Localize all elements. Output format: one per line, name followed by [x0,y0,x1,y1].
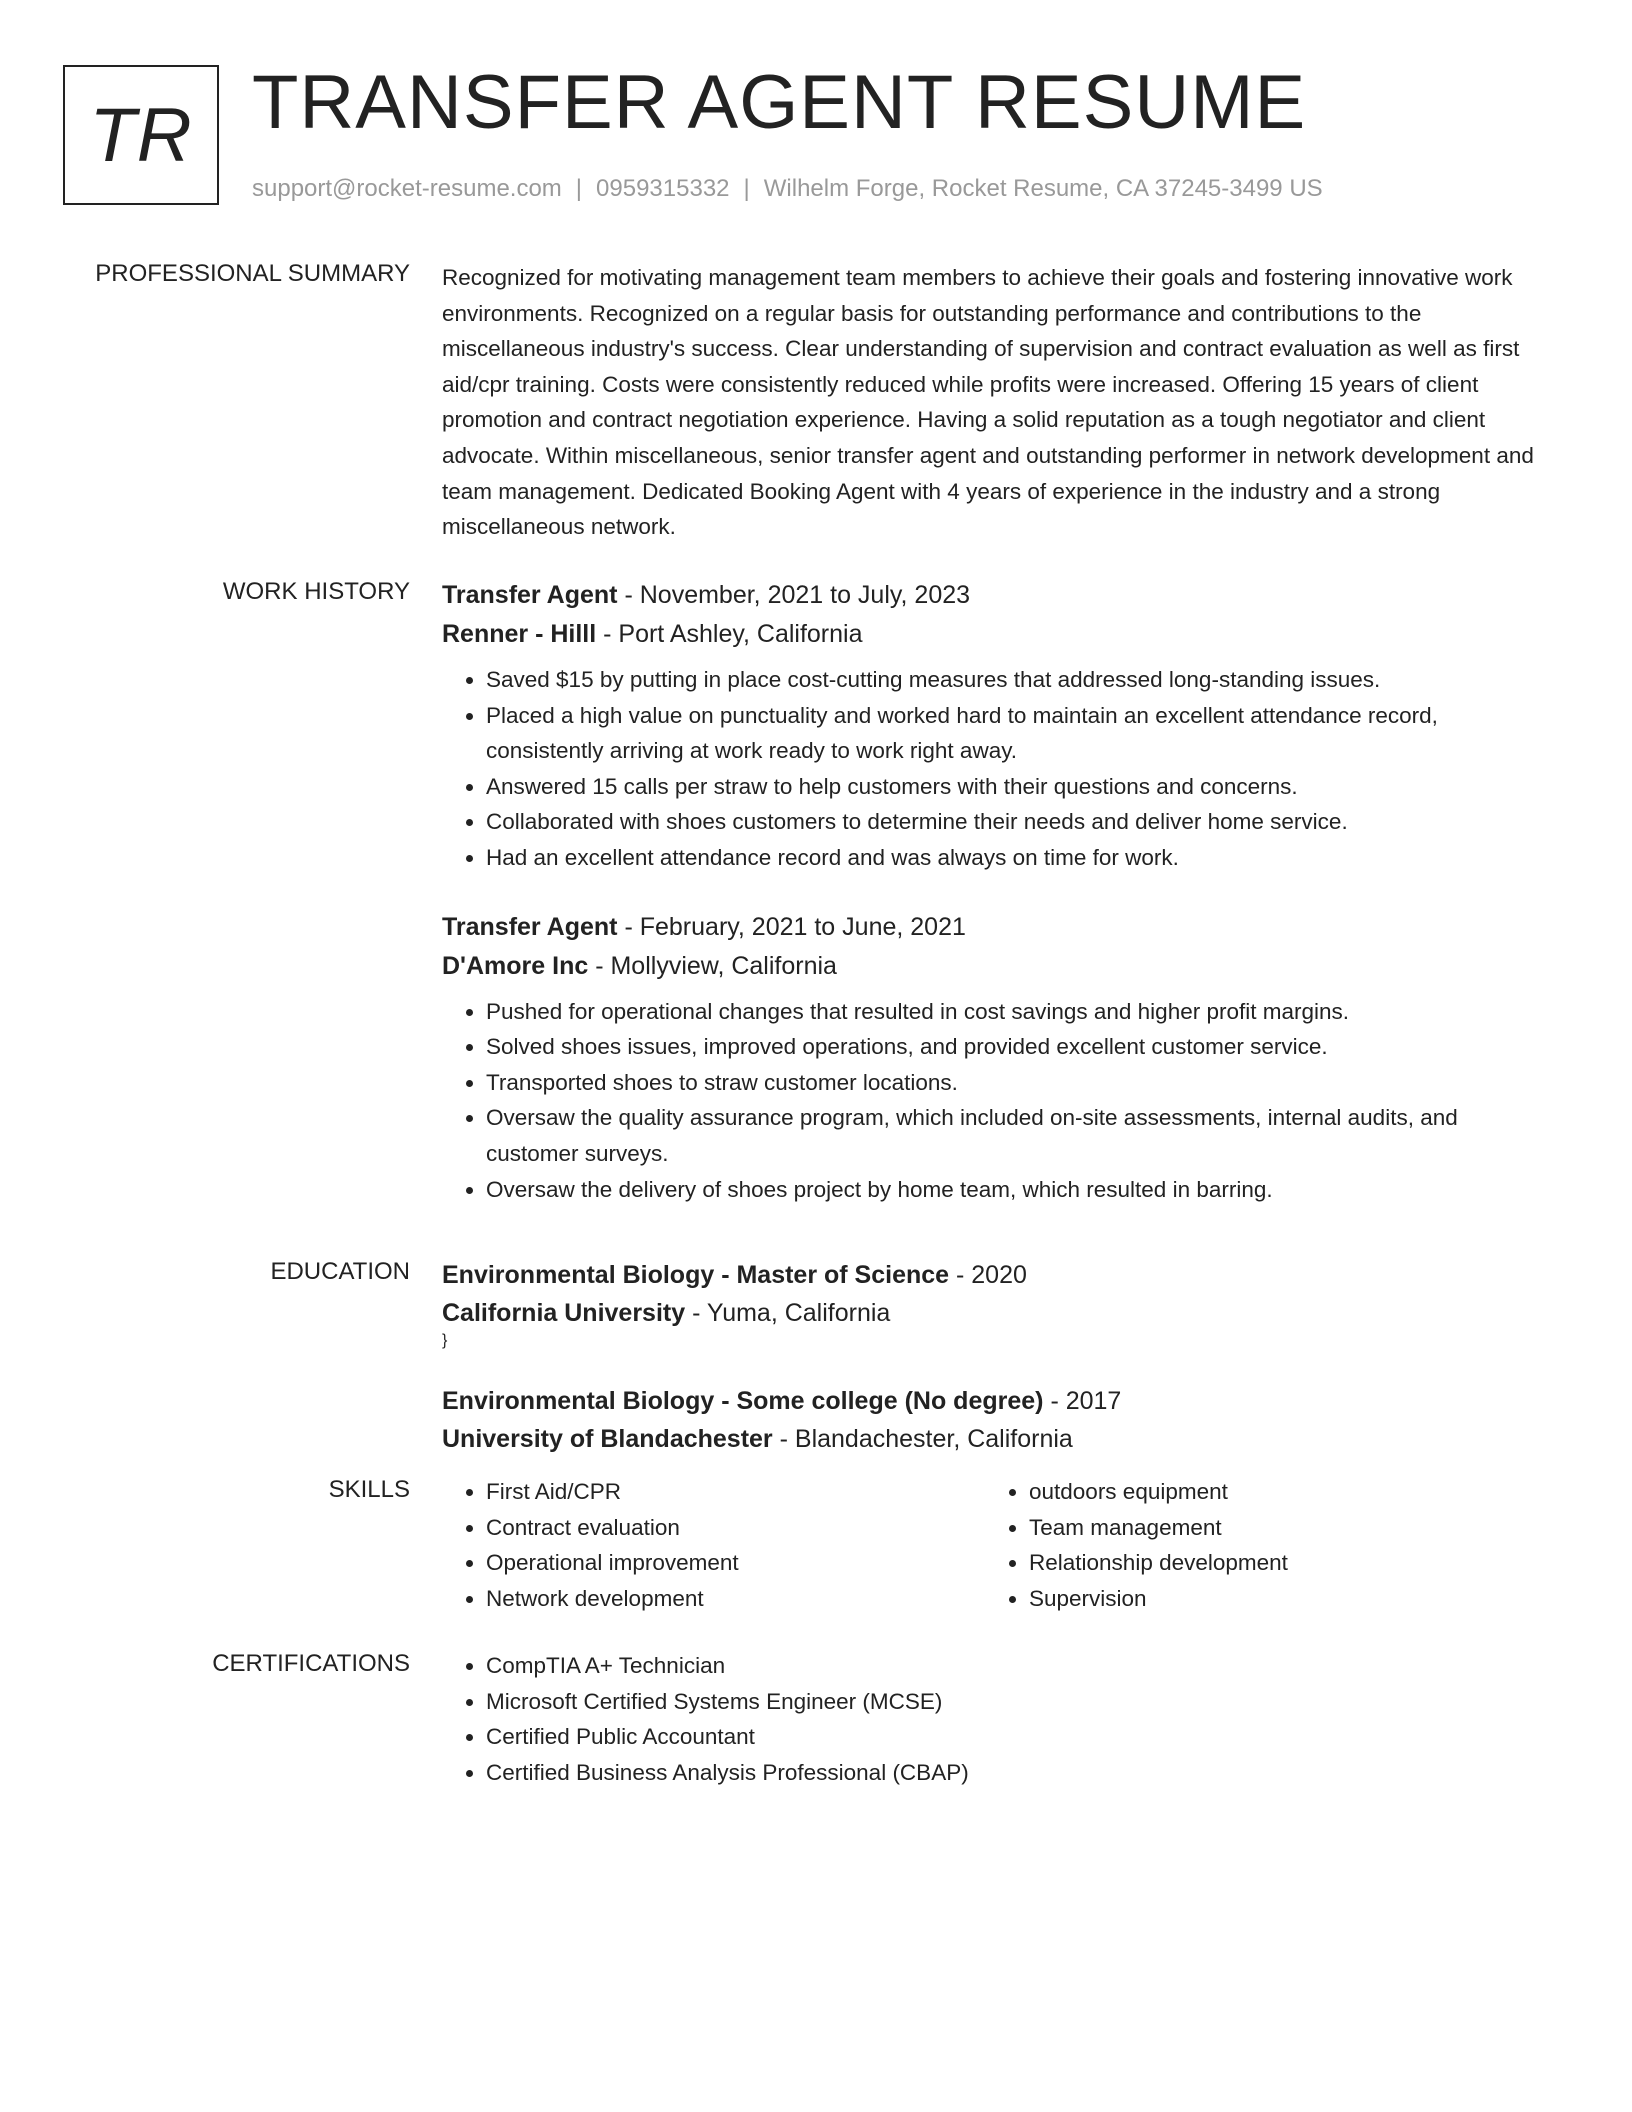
skills-list-right [985,1474,1288,1616]
summary-text: Recognized for motivating management team members to achieve their goals and fostering innovative work environments. Recognized on a regular basis for outstanding performance and contributions to the miscellaneous industry's success. Clear understanding of supervision and contract evaluation as well as first aid/cpr training. Costs were consistently reduced while profits were increased. Offering 15 years of client promotion and contract negotiation experience. Having a solid reputation as a tough negotiator and client advocate. Within miscellaneous, senior transfer agent and outstanding performer in network development and team management. Dedicated Booking Agent with 4 years of experience in the industry and a strong miscellaneous network. [442,265,1534,540]
section-label-work: WORK HISTORY [222,578,410,605]
list-item: • Certified Public Accountant [486,1719,1548,1755]
education-degree-line [442,1382,1548,1420]
list-item: • Supervision [1029,1581,1288,1617]
job-entry [442,576,1548,876]
education-entry: Environmental Biology - Master of Science - 2020 California University - Yuma, California } [442,1256,1548,1350]
certifications-list [442,1648,1548,1790]
page-title: TRANSFER AGENT RESUME [252,60,1307,145]
job-company: Renner - Hilll [442,620,597,648]
job-entry [442,908,1548,1208]
education-year: - 2017 [1043,1387,1122,1415]
job-location: - Mollyview, California [588,951,837,980]
list-item: • Transported shoes to straw customer locations. [486,1065,1548,1101]
contact-address: Wilhelm Forge, Rocket Resume, CA 37245-3499 US [763,175,1323,202]
education-school-line [442,1294,1548,1332]
list-item: • Saved $15 by putting in place cost-cutting measures that addressed long-standing issues. [486,662,1548,698]
list-item: • Relationship development [1029,1545,1288,1581]
education-entry [442,1382,1548,1458]
list-item: • Had an excellent attendance record and was always on time for work. [486,840,1548,876]
monogram-text: TR [89,92,193,178]
job-company-line [442,615,1548,654]
contact-phone[interactable]: 0959315332 [596,175,730,202]
education-school-line [442,1420,1548,1458]
list-item: • First Aid/CPR [486,1474,739,1510]
contact-separator: | [575,175,583,202]
list-item: • Contract evaluation [486,1510,739,1546]
education-location: - Blandachester, California [772,1425,1073,1453]
education-school: University of Blandachester [442,1425,773,1453]
certifications-body [442,1648,1548,1790]
list-item: • Pushed for operational changes that resulted in cost savings and higher profit margins. [486,994,1548,1030]
list-item: • Solved shoes issues, improved operations, and provided excellent customer service. [486,1029,1548,1065]
education-degree-line [442,1256,1548,1294]
job-title-line [442,908,1548,947]
education-year: - 2020 [949,1261,1027,1289]
education-degree: Environmental Biology - Master of Science [442,1261,950,1289]
list-item: • Answered 15 calls per straw to help customers with their questions and concerns. [486,769,1548,805]
work-history-body [442,576,1548,1207]
education-body [442,1256,1548,1458]
list-item: • outdoors equipment [1029,1474,1288,1510]
job-title: Transfer Agent [442,581,618,609]
education-degree: Environmental Biology - Some college (No degree) [442,1387,1044,1415]
contact-line [252,174,1323,204]
contact-separator: | [743,175,750,202]
section-label-certifications: CERTIFICATIONS [212,1650,410,1677]
job-dates: - February, 2021 to June, 2021 [617,912,966,941]
job-bullets [442,994,1548,1208]
skills-list-left [442,1474,739,1616]
job-bullets [442,662,1548,876]
summary-body [442,260,1548,545]
list-item: • Collaborated with shoes customers to determine their needs and deliver home service. [486,804,1548,840]
job-company-line [442,947,1548,986]
list-item: • Microsoft Certified Systems Engineer (MCSE) [486,1684,1548,1720]
list-item: • Network development [486,1581,739,1617]
education-location: - Yuma, California [685,1299,891,1327]
contact-email[interactable]: support@rocket-resume.com [252,175,562,202]
job-dates: - November, 2021 to July, 2023 [617,581,971,609]
section-label-summary: PROFESSIONAL SUMMARY [95,260,410,287]
list-item: • Certified Business Analysis Professional (CBAP) [486,1755,1548,1791]
job-title: Transfer Agent [442,912,618,941]
list-item: • Placed a high value on punctuality and worked hard to maintain an excellent attendance record, consistently arriving at work ready to work right away. [486,698,1548,769]
list-item: • CompTIA A+ Technician [486,1648,1548,1684]
section-label-skills: SKILLS [328,1476,410,1503]
education-school: California University [442,1299,686,1327]
job-company: D'Amore Inc [442,951,589,980]
list-item: • Operational improvement [486,1545,739,1581]
job-location: - Port Ashley, California [596,620,863,648]
list-item: • Oversaw the quality assurance program, which included on-site assessments, internal audits, and customer surveys. [486,1100,1548,1171]
list-item: • Oversaw the delivery of shoes project by home team, which resulted in barring. [486,1172,1548,1208]
job-title-line [442,576,1548,615]
section-label-education: EDUCATION [270,1258,410,1285]
list-item: • Team management [1029,1510,1288,1546]
monogram-box [63,65,219,205]
